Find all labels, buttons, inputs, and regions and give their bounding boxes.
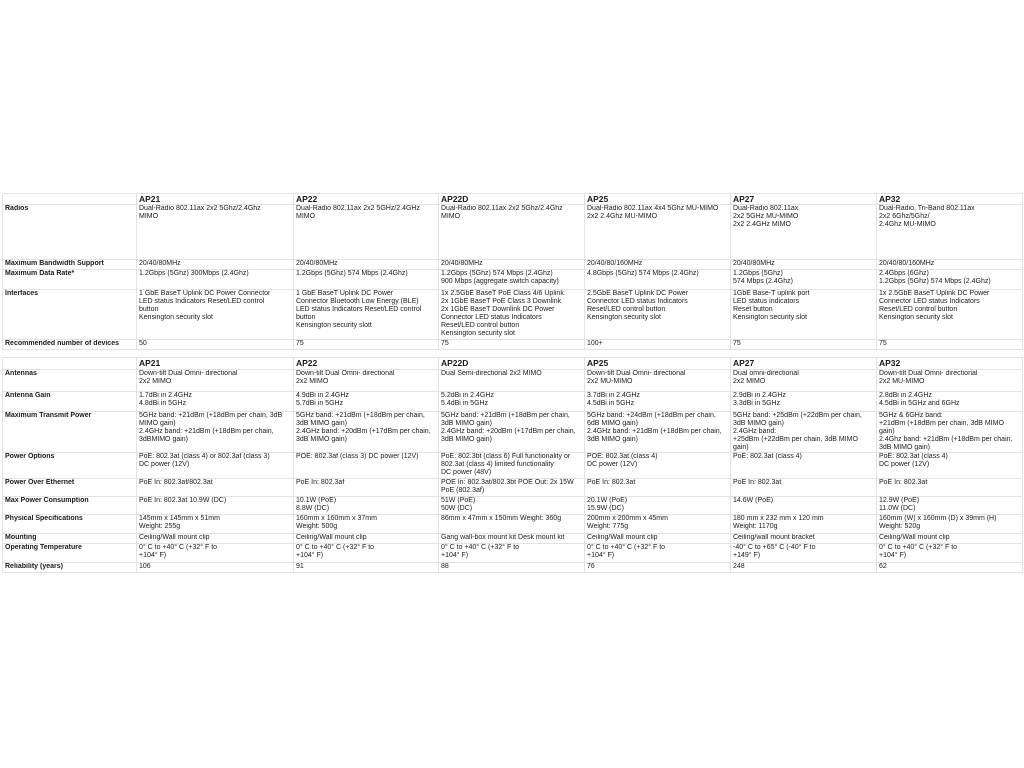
table-cell: 1.2Gbps (5Ghz) 574 Mbps (2.4Ghz) [731, 270, 877, 290]
table-row [3, 479, 1023, 497]
table-cell: 5.2dBi in 2.4GHz 5.4dBi in 5GHz [439, 392, 585, 412]
row-label: Power Options [3, 453, 137, 479]
table-cell: 50 [137, 340, 294, 350]
table-cell: 160mm (W) x 160mm (D) x 39mm (H) Weight: 520g [877, 515, 1023, 534]
table-cell: 1GbE Base-T uplink port LED status indicators Reset button Kensington security slot [731, 290, 877, 340]
table-cell: 4.9dBi in 2.4GHz 5.7dBi in 5GHz [294, 392, 439, 412]
table-row [3, 497, 1023, 515]
row-label: Antennas [3, 370, 137, 392]
table-cell: Down-tilt Dual Omni- directional 2x2 MIMO [137, 370, 294, 392]
table-cell: 5GHz band: +24dBm (+18dBm per chain, 6dB MIMO gain) 2.4GHz band: +21dBm (+18dBm per chain, 3dB MIMO gain) [585, 412, 731, 453]
table-cell: Dual-Radio 802.11ax 2x2 5GHz MU-MIMO 2x2 2.4GHz MIMO [731, 205, 877, 260]
table-cell: 1.2Gbps (5Ghz) 300Mbps (2.4Ghz) [137, 270, 294, 290]
table-cell: Dual-Radio 802.11ax 2x2 5Ghz/2.4Ghz MIMO [137, 205, 294, 260]
header-model: AP22D [439, 194, 585, 205]
table-row [3, 412, 1023, 453]
table-cell: 200mm x 200mm x 45mm Weight: 775g [585, 515, 731, 534]
row-label: Operating Temperature [3, 544, 137, 563]
table-cell: 1x 2.5GbE BaseT PoE Class 4/6 Uplink 2x 1GbE BaseT PoE Class 3 Downlink 2x 1GbE BaseT Downlink DC Power Connector LED status Indicators Reset/LED control button Kensington security slot [439, 290, 585, 340]
table-cell: POE: 802.3af (class 3) DC power (12V) [294, 453, 439, 479]
table-row [3, 392, 1023, 412]
row-label: Mounting [3, 534, 137, 544]
table-row [3, 340, 1023, 350]
table-cell: 20/40/80MHz [294, 260, 439, 270]
table-cell: PoE In: 802.3at [731, 479, 877, 497]
table-cell: 2.4Gbps (6Ghz) 1.2Gbps (5Ghz) 574 Mbps (2.4Ghz) [877, 270, 1023, 290]
row-label: Maximum Data Rate* [3, 270, 137, 290]
table-cell: POE: 802.3at (class 4) DC power (12V) [585, 453, 731, 479]
table-cell: Ceiling/Wall mount clip [585, 534, 731, 544]
table-cell: Dual-Radio 802.11ax 2x2 5Ghz/2.4Ghz MIMO [439, 205, 585, 260]
header-model: AP22 [294, 358, 439, 370]
table-cell: PoE: 802.3at (class 4) [731, 453, 877, 479]
table-cell: PoE In: 802.3af [294, 479, 439, 497]
table-cell: Gang wall-box mount kit Desk mount kit [439, 534, 585, 544]
table-cell: 2.5GbE BaseT Uplink DC Power Connector LED status Indicators Reset/LED control button Kensington security slot [585, 290, 731, 340]
table-cell: 2.9dBi in 2.4GHz 3.3dBi in 5GHz [731, 392, 877, 412]
table-cell: PoE In: 802.3at [877, 479, 1023, 497]
row-label: Antenna Gain [3, 392, 137, 412]
table-row [3, 370, 1023, 392]
header-row [3, 358, 1023, 370]
header-model: AP27 [731, 358, 877, 370]
table-cell: Ceiling/Wall mount clip [877, 534, 1023, 544]
table-row [3, 270, 1023, 290]
table-cell: Ceiling/Wall mount clip [294, 534, 439, 544]
table-cell: 1.7dBi in 2.4GHz 4.8dBi in 5GHz [137, 392, 294, 412]
header-model: AP27 [731, 194, 877, 205]
table-cell: Dual-Radio 802.11ax 2x2 5GHz/2.4GHz MIMO [294, 205, 439, 260]
table-cell: 106 [137, 563, 294, 573]
header-blank [3, 358, 137, 370]
table-row [3, 563, 1023, 573]
table-cell: 0° C to +40° C (+32° F to +104° F) [439, 544, 585, 563]
table-cell: 10.1W (PoE) 8.8W (DC) [294, 497, 439, 515]
row-label: Max Power Consumption [3, 497, 137, 515]
table-cell: 5GHz & 6GHz band: +21dBm (+18dBm per chain, 3dB MIMO gain) 2.4Ghz band: +21dBm (+18dBm per chain, 3dB MIMO gain) [877, 412, 1023, 453]
table-row [3, 515, 1023, 534]
table-cell: 248 [731, 563, 877, 573]
row-label: Maximum Transmit Power [3, 412, 137, 453]
table-cell: Down-tilt Dual Omni- directional 2x2 MU-MIMO [585, 370, 731, 392]
table-cell: Dual-Radio 802.11ax 4x4 5Ghz MU-MIMO 2x2 2.4Ghz MU-MIMO [585, 205, 731, 260]
table-cell: 4.8Gbps (5Ghz) 574 Mbps (2.4Ghz) [585, 270, 731, 290]
table-cell: 180 mm x 232 mm x 120 mm Weight: 1170g [731, 515, 877, 534]
table-cell: PoE: 802.3at (class 4) DC power (12V) [877, 453, 1023, 479]
header-row [3, 194, 1023, 205]
table-row [3, 453, 1023, 479]
table-cell: PoE: 802.3at (class 4) or 802.3af (class 3) DC power (12V) [137, 453, 294, 479]
table-cell: 1 GbE BaseT Uplink DC Power Connector LED status Indicators Reset/LED control button Kensington security slot [137, 290, 294, 340]
table-cell: 1.2Gbps (5Ghz) 574 Mbps (2.4Ghz) 900 Mbps (aggregate switch capacity) [439, 270, 585, 290]
table-cell: PoE: 802.3bt (class 6) Full functionality or 802.3at (class 4) limited functionality DC power (48V) [439, 453, 585, 479]
table-cell: 160mm x 160mm x 37mm Weight: 500g [294, 515, 439, 534]
table-cell: 12.9W (PoE) 11.0W (DC) [877, 497, 1023, 515]
table-cell: 75 [439, 340, 585, 350]
table-cell: 20/40/80/160MHz [585, 260, 731, 270]
table-cell: 2.8dBi in 2.4GHz 4.5dBi in 5GHz and 6GHz [877, 392, 1023, 412]
table-cell: POE In: 802.3at/802.3bt POE Out: 2x 15W PoE (802.3af) [439, 479, 585, 497]
table-cell: Ceiling/Wall mount clip [137, 534, 294, 544]
table-cell: 75 [731, 340, 877, 350]
ap-specs-table-1 [2, 193, 1023, 350]
table-cell: Down-tilt Dual Omni- directional 2x2 MU-MIMO [877, 370, 1023, 392]
table-cell: 0° C to +40° C (+32° F to +104° F) [294, 544, 439, 563]
table-cell: 88 [439, 563, 585, 573]
table-row [3, 544, 1023, 563]
row-label: Interfaces [3, 290, 137, 340]
table-cell: 5GHz band: +21dBm (+18dBm per chain, 3dB MIMO gain) 2.4GHz band: +20dBm (+17dBm per chain, 3dB MIMO gain) [294, 412, 439, 453]
table-cell: Dual omni-directional 2x2 MIMO [731, 370, 877, 392]
table-cell: 5GHz band: +21dBm (+18dBm per chain, 3dB MIMO gain) 2.4GHz band: +21dBm (+18dBm per chain, 3dBMIMO gain) [137, 412, 294, 453]
table-cell: 3.7dBi in 2.4GHz 4.5dBi in 5GHz [585, 392, 731, 412]
table-cell: 20/40/80MHz [439, 260, 585, 270]
table-cell: 75 [877, 340, 1023, 350]
table-row [3, 290, 1023, 340]
header-model: AP25 [585, 358, 731, 370]
row-label: Recommended number of devices [3, 340, 137, 350]
row-label: Radios [3, 205, 137, 260]
table-cell: 51W (PoE) 50W (DC) [439, 497, 585, 515]
table-cell: 20/40/80MHz [137, 260, 294, 270]
table-cell: PoE In: 802.3at 10.9W (DC) [137, 497, 294, 515]
table-row [3, 260, 1023, 270]
table-cell: 20.1W (PoE) 15.9W (DC) [585, 497, 731, 515]
table-cell: 1x 2.5GbE BaseT Uplink DC Power Connector LED status Indicators Reset/LED control button Kensington security slot [877, 290, 1023, 340]
table-cell: 0° C to +40° C (+32° F to +104° F) [877, 544, 1023, 563]
table-cell: 5GHz band: +25dBm (+22dBm per chain, 3dB MIMO gain) 2.4GHz band: +25dBm (+22dBm per chain, 3dB MIMO gain) [731, 412, 877, 453]
header-model: AP22 [294, 194, 439, 205]
table-cell: PoE In: 802.3at [585, 479, 731, 497]
table-cell: 14.6W (PoE) [731, 497, 877, 515]
table-cell: 100+ [585, 340, 731, 350]
header-model: AP25 [585, 194, 731, 205]
table-cell: PoE In: 802.3af/802.3at [137, 479, 294, 497]
table-cell: 0° C to +40° C (+32° F to +104° F) [137, 544, 294, 563]
table-cell: 62 [877, 563, 1023, 573]
row-label: Maximum Bandwidth Support [3, 260, 137, 270]
header-blank [3, 194, 137, 205]
row-label: Power Over Ethernet [3, 479, 137, 497]
table-cell: Dual-Radio, Tri-Band 802.11ax 2x2 6Ghz/5Ghz/ 2.4Ghz MU-MIMO [877, 205, 1023, 260]
table-cell: 91 [294, 563, 439, 573]
table-row [3, 205, 1023, 260]
table-cell: 5GHz band: +21dBm (+18dBm per chain, 3dB MIMO gain) 2.4GHz band: +20dBm (+17dBm per chain, 3dB MIMO gain) [439, 412, 585, 453]
header-model: AP32 [877, 358, 1023, 370]
table-cell: 76 [585, 563, 731, 573]
table-cell: 20/40/80/160MHz [877, 260, 1023, 270]
header-model: AP21 [137, 194, 294, 205]
table-cell: Dual Semi-directional 2x2 MIMO [439, 370, 585, 392]
header-model: AP21 [137, 358, 294, 370]
table-cell: 0° C to +40° C (+32° F to +104° F) [585, 544, 731, 563]
header-model: AP32 [877, 194, 1023, 205]
header-model: AP22D [439, 358, 585, 370]
row-label: Reliability (years) [3, 563, 137, 573]
table-cell: -40° C to +65° C (-40° F to +149° F) [731, 544, 877, 563]
table-cell: 1.2Gbps (5Ghz) 574 Mbps (2.4Ghz) [294, 270, 439, 290]
table-cell: 145mm x 145mm x 51mm Weight: 255g [137, 515, 294, 534]
table-cell: 1 GbE BaseT Uplink DC Power Connector Bluetooth Low Energy (BLE) LED status Indicators Reset/LED control button Kensington security slott [294, 290, 439, 340]
table-cell: Ceiling/wall mount bracket [731, 534, 877, 544]
table-cell: Down-tilt Dual Omni- directional 2x2 MIMO [294, 370, 439, 392]
ap-specs-table-2 [2, 357, 1023, 573]
table-row [3, 534, 1023, 544]
table-cell: 86mm x 47mm x 150mm Weight: 360g [439, 515, 585, 534]
table-cell: 20/40/80MHz [731, 260, 877, 270]
table-cell: 75 [294, 340, 439, 350]
row-label: Physical Specifications [3, 515, 137, 534]
